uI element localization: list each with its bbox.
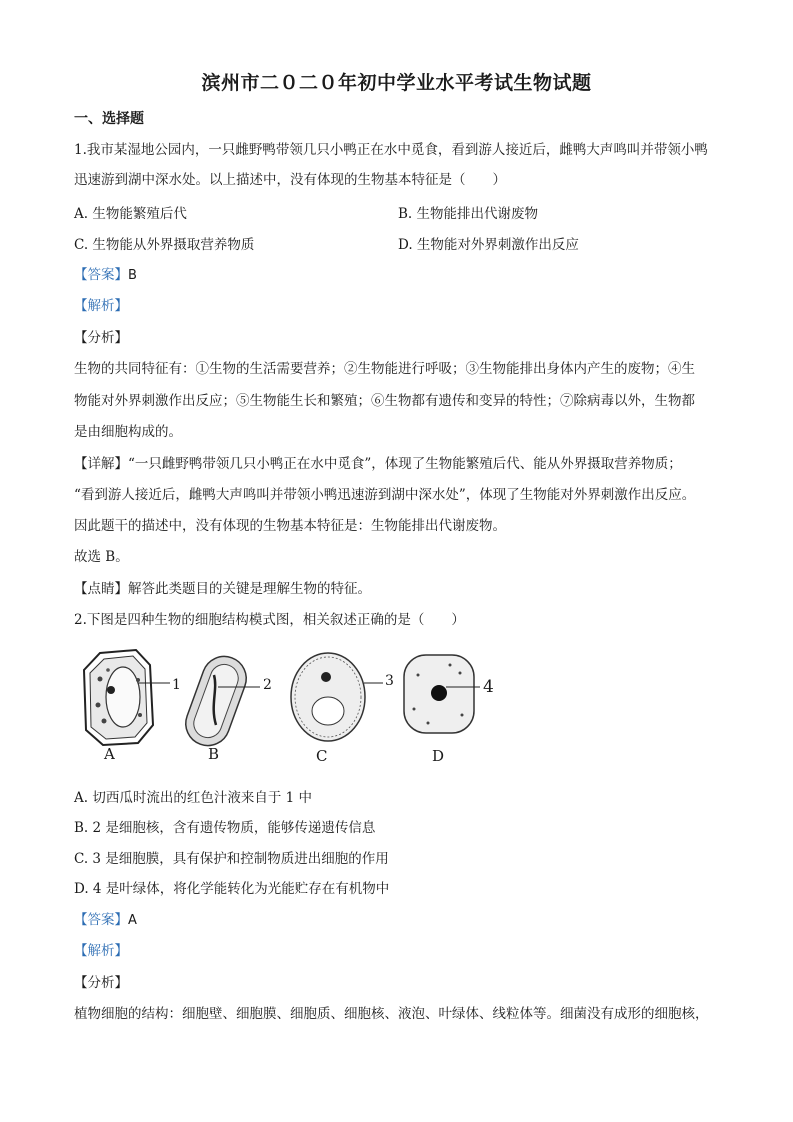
page-title: 滨州市二０二０年初中学业水平考试生物试题 bbox=[201, 72, 592, 94]
cell-b-bacterium bbox=[180, 650, 260, 752]
q1-answer bbox=[74, 265, 724, 286]
fig-num-3: 3 bbox=[385, 673, 394, 689]
answer-value: B bbox=[128, 268, 137, 283]
q1-option-d: D. 生物能对外界刺激作出反应 bbox=[398, 237, 579, 253]
q1-option-a: A. 生物能繁殖后代 bbox=[74, 206, 187, 222]
q1-analysis-line1: 生物的共同特征有：①生物的生活需要营养；②生物能进行呼吸；③生物能排出身体内产生的废物；④生 bbox=[74, 361, 695, 377]
q1-jiexi-label: 【解析】 bbox=[74, 298, 128, 314]
fig-label-c: C bbox=[316, 747, 328, 765]
q1-option-c: C. 生物能从外界摄取营养物质 bbox=[74, 237, 255, 253]
q1-stem-line1: 1.我市某湿地公园内，一只雌野鸭带领几只小鸭正在水中觅食，看到游人接近后，雌鸭大声鸣叫并带领小鸭 bbox=[74, 142, 708, 158]
q2-stem: 2.下图是四种生物的细胞结构模式图，相关叙述正确的是（ ） bbox=[74, 612, 465, 628]
q1-choose: 故选 B。 bbox=[74, 549, 129, 565]
q1-analysis-line2: 物能对外界刺激作出反应；⑤生物能生长和繁殖；⑥生物都有遗传和变异的特性；⑦除病毒以外，生物都 bbox=[74, 393, 695, 409]
cell-diagram-figure bbox=[78, 645, 518, 779]
q1-detail-line3: 因此题干的描述中，没有体现的生物基本特征是：生物能排出代谢废物。 bbox=[74, 518, 506, 534]
q1-stem-line2: 迅速游到湖中深水处。以上描述中，没有体现的生物基本特征是（ ） bbox=[74, 172, 506, 188]
tip-text: 解答此类题目的关键是理解生物的特征。 bbox=[128, 581, 371, 597]
q2-option-b: B. 2 是细胞核，含有遗传物质，能够传递遗传信息 bbox=[74, 820, 376, 836]
cell-diagrams bbox=[78, 645, 518, 775]
q1-option-b: B. 生物能排出代谢废物 bbox=[398, 206, 539, 222]
fig-label-b: B bbox=[208, 745, 220, 763]
q2-answer bbox=[74, 910, 724, 931]
detail-text: “一只雌野鸭带领几只小鸭正在水中觅食”，体现了生物能繁殖后代、能从外界摄取营养物质； bbox=[128, 456, 682, 472]
q1-analysis-line3: 是由细胞构成的。 bbox=[74, 424, 182, 440]
tip-label: 【点睛】 bbox=[74, 581, 128, 597]
fig-num-4: 4 bbox=[483, 677, 494, 697]
fig-label-a: A bbox=[104, 745, 115, 763]
answer-value: A bbox=[128, 913, 137, 928]
cell-c bbox=[291, 653, 383, 741]
cell-d-animal bbox=[404, 655, 480, 733]
q2-option-a: A. 切西瓜时流出的红色汁液来自于 1 中 bbox=[74, 790, 313, 806]
fig-num-1: 1 bbox=[172, 677, 181, 693]
fig-label-d: D bbox=[432, 747, 445, 765]
q2-jiexi-label: 【解析】 bbox=[74, 943, 128, 959]
section-heading: 一、选择题 bbox=[74, 111, 144, 127]
detail-label: 【详解】 bbox=[74, 456, 128, 472]
q2-analysis-line1: 植物细胞的结构：细胞壁、细胞膜、细胞质、细胞核、液泡、叶绿体、线粒体等。细菌没有成形的细胞核， bbox=[74, 1006, 709, 1022]
q2-option-d: D. 4 是叶绿体，将化学能转化为光能贮存在有机物中 bbox=[74, 881, 390, 897]
q1-detail-line2: “看到游人接近后，雌鸭大声鸣叫并带领小鸭迅速游到湖中深水处”，体现了生物能对外界刺激作出反应。 bbox=[74, 487, 696, 503]
q1-fenxi-label: 【分析】 bbox=[74, 330, 128, 346]
answer-label: 【答案】 bbox=[74, 267, 128, 283]
cell-a-plant bbox=[84, 650, 170, 745]
q2-option-c: C. 3 是细胞膜，具有保护和控制物质进出细胞的作用 bbox=[74, 851, 389, 867]
fig-num-2: 2 bbox=[263, 677, 272, 693]
q1-detail-line1 bbox=[74, 454, 724, 474]
q2-fenxi-label: 【分析】 bbox=[74, 975, 128, 991]
q1-tip bbox=[74, 579, 724, 599]
answer-label: 【答案】 bbox=[74, 912, 128, 928]
